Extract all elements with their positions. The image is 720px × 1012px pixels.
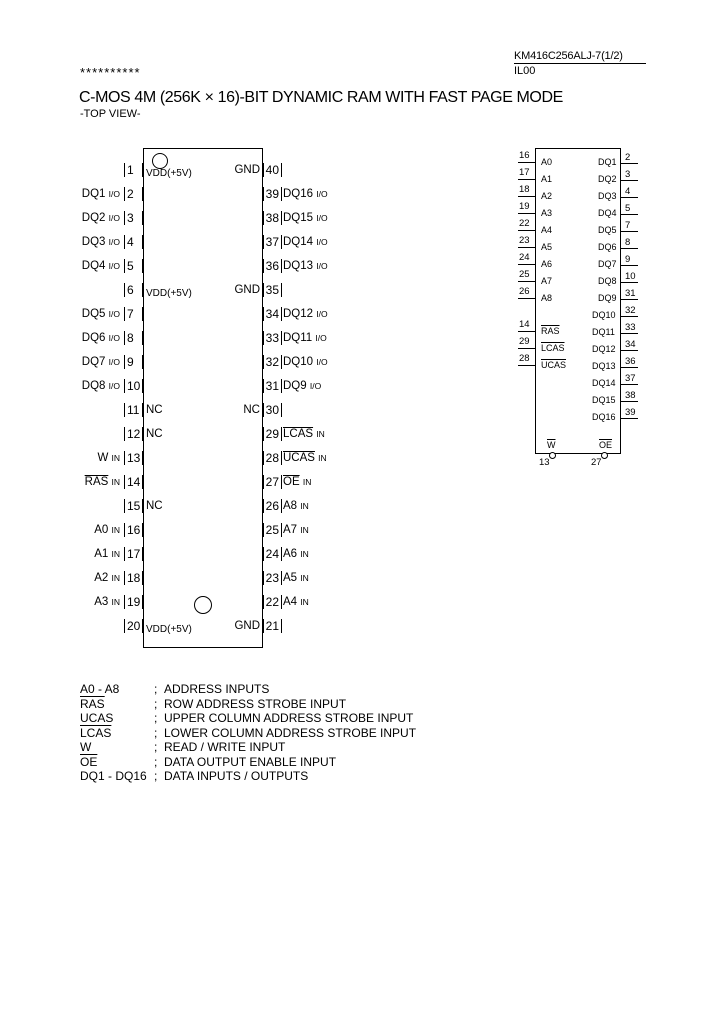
logic-pin-line <box>518 281 535 282</box>
pin-direction: IN <box>111 453 120 463</box>
logic-pin-line <box>621 163 638 164</box>
pin-direction: I/O <box>316 189 328 199</box>
pin-direction: I/O <box>108 381 120 391</box>
logic-pin-number: 39 <box>625 407 636 418</box>
logic-pin-line <box>621 265 638 266</box>
pin-number: 14 <box>124 475 143 489</box>
logic-pin-label: DQ3 <box>598 191 617 201</box>
pin-direction: I/O <box>316 309 328 319</box>
logic-pin-label: A2 <box>541 191 553 201</box>
legend-symbol: W <box>80 740 92 754</box>
pin-direction: I/O <box>309 381 322 391</box>
legend-description: UPPER COLUMN ADDRESS STROBE INPUT <box>164 711 414 725</box>
pin-direction: I/O <box>316 237 328 247</box>
logic-pin-label: DQ11 <box>592 327 615 337</box>
pin-name: A0 <box>94 524 109 536</box>
pin-label-right <box>283 475 311 489</box>
logic-pin-number: 18 <box>519 184 530 195</box>
pin-direction: I/O <box>108 261 120 271</box>
pin-number: 6 <box>124 283 143 297</box>
pin-inner-label-right: GND <box>234 284 260 296</box>
logic-pin-label: DQ1 <box>598 157 617 167</box>
pin-direction: I/O <box>108 333 120 343</box>
orientation-marker-circle <box>194 596 212 614</box>
logic-pin-line <box>621 367 638 368</box>
document-code: IL00 <box>514 65 536 77</box>
pin-name: A6 <box>283 548 298 560</box>
legend-description: ROW ADDRESS STROBE INPUT <box>164 696 347 711</box>
pin-name: DQ2 <box>81 212 106 224</box>
pin-number: 23 <box>263 571 282 585</box>
pin-label-right <box>283 571 309 585</box>
pin-number: 39 <box>263 187 282 201</box>
pin-number: 25 <box>263 523 282 537</box>
pin-name: DQ9 <box>283 380 307 392</box>
inversion-bubble <box>549 452 556 459</box>
logic-pin-line <box>621 333 638 334</box>
logic-pin-line <box>518 179 535 180</box>
pin-number: 8 <box>124 331 143 345</box>
logic-pin-label: DQ4 <box>598 208 617 218</box>
logic-pin-number: 2 <box>625 152 631 163</box>
logic-pin-number: 17 <box>519 167 530 178</box>
logic-pin-number: 33 <box>625 322 636 333</box>
pin-name: DQ1 <box>81 188 106 200</box>
logic-pin-label: DQ9 <box>598 293 617 303</box>
pin-number: 32 <box>263 355 282 369</box>
logic-pin-number: 9 <box>625 254 631 265</box>
chip-package-outline <box>143 148 263 648</box>
legend-description: READ / WRITE INPUT <box>164 740 286 754</box>
pin-number: 3 <box>124 211 143 225</box>
pin-inner-label-right: NC <box>243 404 260 416</box>
pin-name: A1 <box>94 548 109 560</box>
pin-label-left <box>0 475 120 489</box>
logic-pin-label: A8 <box>541 293 553 303</box>
logic-pin-line <box>518 331 535 332</box>
logic-pin-line <box>621 180 638 181</box>
pin-number: 40 <box>263 163 282 177</box>
logic-pin-line <box>518 365 535 366</box>
logic-pin-label: DQ10 <box>592 310 616 320</box>
pin-number: 35 <box>263 283 282 297</box>
pin-label-left <box>0 235 120 249</box>
pin-name: A4 <box>283 596 298 608</box>
legend-description: LOWER COLUMN ADDRESS STROBE INPUT <box>164 725 417 740</box>
logic-pin-line <box>621 231 638 232</box>
pin-number: 1 <box>124 163 143 177</box>
legend-separator: ; <box>154 682 158 696</box>
logic-pin-number: 14 <box>519 319 530 330</box>
legend-separator: ; <box>154 754 158 769</box>
logic-pin-line <box>621 248 638 249</box>
pin-number: 2 <box>124 187 143 201</box>
pin-label-left <box>0 259 120 273</box>
pin-number: 9 <box>124 355 143 369</box>
logic-pin-label: DQ8 <box>598 276 617 286</box>
pin-name: UCAS <box>283 452 315 464</box>
logic-pin-line <box>621 316 638 317</box>
pin-name: A2 <box>94 572 109 584</box>
logic-pin-line <box>518 264 535 265</box>
pin-label-left <box>0 331 120 345</box>
pin-label-right <box>283 235 328 249</box>
logic-pin-label: A4 <box>541 225 553 235</box>
pin-direction: IN <box>300 525 309 535</box>
pin-name: LCAS <box>283 428 314 440</box>
logic-pin-number: 28 <box>519 353 530 364</box>
pin-direction: I/O <box>108 357 120 367</box>
logic-pin-line <box>621 299 638 300</box>
pin-direction: I/O <box>316 213 328 223</box>
legend-symbol: UCAS <box>80 711 114 725</box>
pin-name: DQ11 <box>283 332 313 344</box>
logic-pin-line <box>518 196 535 197</box>
pin-direction: IN <box>300 501 309 511</box>
pin-direction: IN <box>111 477 120 487</box>
pin-number: 28 <box>263 451 282 465</box>
pin-label-left <box>0 379 120 393</box>
logic-pin-label ov: UCAS <box>541 360 567 370</box>
pin-direction: I/O <box>108 237 120 247</box>
pin-name: DQ4 <box>81 260 106 272</box>
pin-direction: IN <box>111 549 120 559</box>
pin-label-right <box>283 451 327 465</box>
pin-name: DQ14 <box>283 236 314 248</box>
pin-name: DQ10 <box>283 356 314 368</box>
logic-pin-label: A0 <box>541 157 553 167</box>
pin-direction: IN <box>111 573 120 583</box>
logic-pin-number: 25 <box>519 269 530 280</box>
logic-pin-number: 19 <box>519 201 530 212</box>
legend-row <box>80 697 346 711</box>
logic-pin-label: $\overline{OE}$ <box>599 440 613 450</box>
pin-label-left <box>0 451 120 465</box>
legend-symbol: A0 - A8 <box>80 682 120 696</box>
pin-number: 16 <box>124 523 143 537</box>
logic-pin-label: A5 <box>541 242 553 252</box>
pin-number: 10 <box>124 379 143 393</box>
logic-pin-number: 22 <box>519 218 530 229</box>
logic-pin-number: 10 <box>625 271 636 282</box>
logic-pin-label: DQ5 <box>598 225 617 235</box>
logic-pin-line <box>621 401 638 402</box>
pin-label-left <box>0 307 120 321</box>
logic-pin-number: 36 <box>625 356 636 367</box>
logic-pin-label: DQ12 <box>592 344 616 354</box>
pin-number: 18 <box>124 571 143 585</box>
pin-name: $\overline{OE}$ <box>283 476 300 488</box>
pin-label-right <box>283 523 309 537</box>
pin-name: A3 <box>94 596 109 608</box>
logic-pin-line <box>621 214 638 215</box>
logic-pin-line <box>518 162 535 163</box>
logic-pin-line <box>621 384 638 385</box>
pin-label-right <box>283 595 309 609</box>
pin-direction: I/O <box>108 213 120 223</box>
logic-pin-line <box>621 350 638 351</box>
pin-number: 30 <box>263 403 282 417</box>
pin-number: 27 <box>263 475 282 489</box>
pin-inner-label-left: VDD(+5V) <box>146 168 192 179</box>
legend-row <box>80 726 416 740</box>
pin-name: DQ16 <box>283 188 314 200</box>
logic-pin-line <box>518 348 535 349</box>
pin-number: 13 <box>124 451 143 465</box>
pin-label-right <box>283 427 325 441</box>
pin-inner-label-right: GND <box>234 620 260 632</box>
logic-pin-label: A6 <box>541 259 553 269</box>
pin-label-right <box>283 259 328 273</box>
logic-pin-label: DQ7 <box>598 259 617 269</box>
pin-number: 5 <box>124 259 143 273</box>
pin-label-right <box>283 355 328 369</box>
legend-symbol: $\overline{RAS}$ <box>80 696 105 711</box>
pin-number: 12 <box>124 427 143 441</box>
logic-pin-label: DQ2 <box>598 174 617 184</box>
pin-number: 31 <box>263 379 282 393</box>
legend-row <box>80 755 336 769</box>
legend-symbol: DQ1 - DQ16 <box>80 769 147 783</box>
legend-description: DATA OUTPUT ENABLE INPUT <box>164 754 337 769</box>
pin-label-left <box>0 211 120 225</box>
logic-pin-line <box>621 282 638 283</box>
pin-direction: IN <box>300 597 309 607</box>
logic-pin-label: DQ13 <box>592 361 616 371</box>
pin-inner-label-left: VDD(+5V) <box>146 624 192 635</box>
pin-name: DQ6 <box>81 332 106 344</box>
pin-label-left <box>0 355 120 369</box>
logic-pin-label ov: $\overline{RAS}$ <box>541 326 560 336</box>
legend-row <box>80 740 285 754</box>
legend-separator: ; <box>154 696 158 711</box>
logic-pin-number: 29 <box>519 336 530 347</box>
logic-pin-number: 34 <box>625 339 636 350</box>
logic-pin-line <box>518 247 535 248</box>
logic-pin-label: A7 <box>541 276 553 286</box>
pin-number: 24 <box>263 547 282 561</box>
legend-description: DATA INPUTS / OUTPUTS <box>164 769 309 783</box>
pin-number: 37 <box>263 235 282 249</box>
pin-name: $\overline{RAS}$ <box>84 476 109 488</box>
pin-direction: I/O <box>316 261 328 271</box>
logic-pin-number: 37 <box>625 373 636 384</box>
logic-pin-line <box>518 298 535 299</box>
logic-pin-line <box>518 213 535 214</box>
legend-row <box>80 769 308 783</box>
legend-row <box>80 682 269 696</box>
part-number: KM416C256ALJ-7(1/2) <box>514 50 623 62</box>
logic-pin-number: 7 <box>625 220 631 231</box>
pin-number: 15 <box>124 499 143 513</box>
logic-pin-number: 26 <box>519 286 530 297</box>
legend-separator: ; <box>154 740 158 754</box>
header-divider <box>514 63 646 64</box>
pin-label-right <box>283 379 321 393</box>
logic-pin-line <box>518 230 535 231</box>
logic-pin-number: 8 <box>625 237 631 248</box>
logic-pin-number: 5 <box>625 203 631 214</box>
legend-separator: ; <box>154 711 158 725</box>
pin-label-right <box>283 211 328 225</box>
legend-symbol: $\overline{OE}$ <box>80 754 98 769</box>
pin-name: W <box>97 452 109 464</box>
pin-number: 34 <box>263 307 282 321</box>
pin-direction: I/O <box>108 189 120 199</box>
pin-name: DQ3 <box>81 236 106 248</box>
pin-label-left <box>0 523 120 537</box>
pin-number: 17 <box>124 547 143 561</box>
pin-name: A5 <box>283 572 298 584</box>
pin-name: A8 <box>283 500 298 512</box>
pin-number: 26 <box>263 499 282 513</box>
pin-name: DQ8 <box>81 380 106 392</box>
legend-row <box>80 711 413 725</box>
logic-pin-label: DQ16 <box>592 412 616 422</box>
logic-pin-label: A3 <box>541 208 553 218</box>
pin-label-right <box>283 307 328 321</box>
pin-number: 33 <box>263 331 282 345</box>
pin-number: 20 <box>124 619 143 633</box>
pin-name: DQ13 <box>283 260 314 272</box>
pin-inner-label-right: GND <box>234 164 260 176</box>
logic-pin-number: 16 <box>519 150 530 161</box>
logic-pin-number: 4 <box>625 186 631 197</box>
logic-pin-label: DQ6 <box>598 242 617 252</box>
pin-direction: IN <box>318 453 327 463</box>
pin-label-left <box>0 547 120 561</box>
logic-pin-number: 31 <box>625 288 636 299</box>
inversion-bubble <box>601 452 608 459</box>
pin-label-right <box>283 547 309 561</box>
logic-pin-number: 32 <box>625 305 636 316</box>
pin-name: DQ7 <box>81 356 106 368</box>
legend-symbol: LCAS <box>80 725 112 740</box>
pin-name: DQ12 <box>283 308 314 320</box>
pin-number: 19 <box>124 595 143 609</box>
pin-label-left <box>0 595 120 609</box>
legend-description: ADDRESS INPUTS <box>164 682 270 696</box>
pin-direction: IN <box>111 597 120 607</box>
pin-direction: IN <box>111 525 120 535</box>
logic-pin-label ov: LCAS <box>541 343 565 353</box>
pin-number: 29 <box>263 427 282 441</box>
logic-pin-number: 27 <box>591 457 602 468</box>
legend-separator: ; <box>154 769 158 783</box>
pin-inner-label-left: VDD(+5V) <box>146 288 192 299</box>
pin-label-right <box>283 499 309 513</box>
pin-label-right <box>283 331 327 345</box>
pin-number: 11 <box>124 403 143 417</box>
view-label: -TOP VIEW- <box>80 108 141 120</box>
pin-label-left <box>0 571 120 585</box>
pin-inner-label-left: NC <box>146 404 163 416</box>
pin-direction: I/O <box>108 309 120 319</box>
pin-name: DQ5 <box>81 308 106 320</box>
pin-number: 22 <box>263 595 282 609</box>
pin-direction: IN <box>316 429 325 439</box>
logic-pin-label: DQ14 <box>592 378 616 388</box>
logic-pin-label: A1 <box>541 174 553 184</box>
pin-direction: I/O <box>316 357 328 367</box>
logic-pin-label: $\overline{W}$ <box>547 440 556 450</box>
logic-pin-number: 23 <box>519 235 530 246</box>
logic-pin-number: 13 <box>539 457 550 468</box>
pin-number: 21 <box>263 619 282 633</box>
logic-pin-line <box>621 418 638 419</box>
logic-pin-label: DQ15 <box>592 395 616 405</box>
page-title: C-MOS 4M (256K × 16)-BIT DYNAMIC RAM WITH FAST PAGE MODE <box>79 89 563 106</box>
pin-name: DQ15 <box>283 212 314 224</box>
pin-direction: IN <box>300 573 309 583</box>
pin-label-right <box>283 187 328 201</box>
pin-direction: IN <box>302 477 312 487</box>
pin-number: 7 <box>124 307 143 321</box>
logic-pin-number: 38 <box>625 390 636 401</box>
pin-direction: IN <box>300 549 309 559</box>
logic-pin-line <box>621 197 638 198</box>
stars-marker: ********** <box>80 65 141 80</box>
pin-direction: I/O <box>315 333 327 343</box>
legend-separator: ; <box>154 725 158 740</box>
pin-label-left <box>0 187 120 201</box>
pin-inner-label-left: NC <box>146 428 163 440</box>
pin-number: 38 <box>263 211 282 225</box>
logic-pin-number: 24 <box>519 252 530 263</box>
pin-number: 36 <box>263 259 282 273</box>
logic-pin-number: 3 <box>625 169 631 180</box>
pin-inner-label-left: NC <box>146 500 163 512</box>
pin-name: A7 <box>283 524 298 536</box>
pin-number: 4 <box>124 235 143 249</box>
